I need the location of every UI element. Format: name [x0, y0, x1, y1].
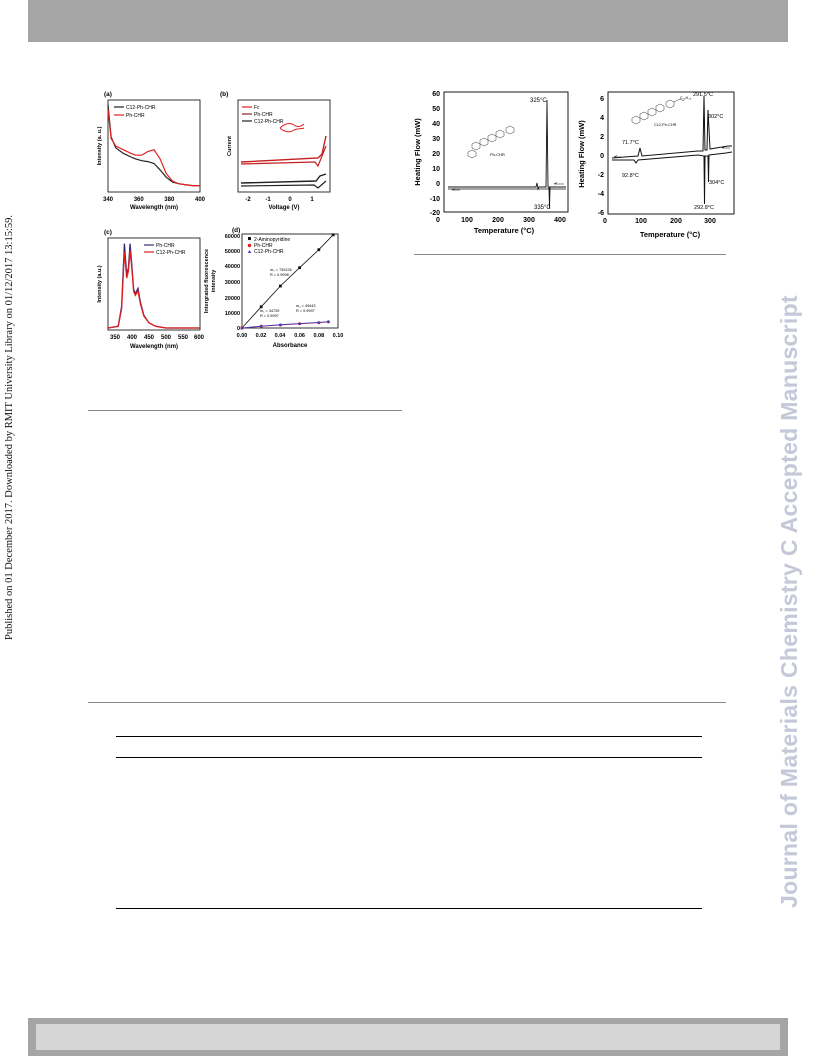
panel-b-legend-2: Ph-CHR [254, 112, 273, 118]
panel-d-point-1-3 [279, 285, 282, 288]
panel-d-ytick-3: 20000 [224, 296, 240, 302]
dsc-c12-ytick-7: -6 [597, 210, 604, 217]
panel-d-xtick-6: 0.10 [332, 333, 344, 339]
download-watermark-text: Published on 01 December 2017. Downloaded by RMIT University Library on 01/12/2017 13:15:59. [4, 214, 15, 640]
panel-b-xtick-3: 0 [288, 197, 292, 203]
dsc-c12-molecule-icon [632, 99, 684, 124]
panel-a-series [108, 105, 200, 186]
dsc-c12-ylabel: Heating Flow (mW) [577, 120, 586, 188]
panel-a-xtick-3: 380 [164, 197, 175, 203]
panel-c-legend-1: Ph-CHR [156, 243, 175, 249]
panel-b [220, 91, 330, 211]
panel-b-c12-upper [241, 174, 326, 183]
panel-c-xtick-1: 350 [109, 335, 121, 341]
panel-d-ytick-4: 30000 [224, 280, 240, 286]
panel-b-xtick-2: -1 [265, 197, 271, 203]
dsc-c12-ann-2915: 291.5°C [693, 92, 713, 98]
panel-d-tag: (d) [232, 227, 241, 234]
figure-right-caption-rule [414, 254, 726, 255]
panel-c-series [108, 244, 200, 328]
dsc-ph-molecule-label: Ph-CHR [490, 152, 505, 157]
dsc-ph-xlabel: Temperature (°C) [473, 226, 535, 235]
panel-c-xlabel: Wavelength (nm) [129, 344, 179, 350]
panel-a-series-line-2 [108, 109, 200, 185]
panel-d-xtick-5: 0.08 [313, 333, 325, 339]
panel-d-ytick-6: 50000 [224, 249, 240, 255]
panel-a-xtick-4: 400 [194, 197, 206, 203]
panel-b-xtick-1: -2 [245, 197, 251, 203]
panel-d-legend-swatch-1 [248, 237, 251, 240]
dsc-c12-ann-302: 302°C [708, 114, 724, 120]
dsc-ph-ytick-2: 50 [432, 106, 440, 113]
dsc-c12-xtick-3: 200 [670, 218, 682, 225]
panel-d-xtick-4: 0.06 [294, 333, 305, 339]
dsc-c12-ytick-3: 2 [600, 134, 604, 141]
panel-a [97, 91, 206, 211]
panel-d-point-1-6 [332, 233, 335, 236]
dsc-c12-ann-2928: 292.8°C [694, 205, 714, 211]
panel-d-ytick-7: 60000 [224, 234, 240, 240]
panel-d-legend-swatch-3 [248, 250, 251, 253]
dsc-ph-ytick-7: 0 [436, 181, 440, 188]
panel-c-legend-2: C12-Ph-CHR [156, 250, 186, 256]
journal-watermark [776, 295, 816, 918]
footer-bar [28, 1018, 788, 1056]
panel-c-xtick-4: 500 [160, 335, 172, 341]
panel-d-legend-3: C12-Ph-CHR [254, 249, 284, 255]
panel-c-tag: (c) [104, 229, 112, 236]
panel-c-xtick-3: 450 [143, 335, 155, 341]
header-bar [28, 0, 788, 42]
dsc-ph-xtick-5: 400 [554, 217, 566, 224]
dsc-c12-ytick-2: 4 [600, 115, 604, 122]
dsc-c12-ytick-4: 0 [600, 153, 604, 160]
panel-a-tag: (a) [104, 91, 112, 98]
panel-a-frame [108, 100, 200, 192]
dsc-c12-ann-717: 71.7°C [622, 140, 639, 146]
section-rule [88, 702, 726, 703]
panel-a-xtick-1: 340 [102, 197, 114, 203]
dsc-c12-ytick-1: 6 [600, 96, 604, 103]
panel-b-legend-1: Fc [254, 105, 260, 111]
panel-b-xlabel: Voltage (V) [268, 205, 300, 211]
table-header-rule [116, 757, 702, 758]
footer-bar-inner [36, 1024, 780, 1050]
panel-d-ann-c12-k: m₂ = 49443 [296, 304, 316, 308]
figure-left [90, 86, 410, 358]
panel-d-ytick-1: 0 [236, 326, 240, 332]
dsc-c12-chain: C₁₂H₂₅ [680, 96, 692, 100]
panel-d [204, 227, 343, 349]
panel-b-fc-inset-upper [280, 124, 304, 128]
dsc-c12-ytick-6: -4 [597, 191, 604, 198]
panel-c [97, 229, 205, 350]
panel-b-ph-lower [241, 146, 326, 166]
panel-b-legend-3: C12-Ph-CHR [254, 119, 284, 125]
dsc-ph-peak-top: 325°C [530, 98, 547, 104]
panel-d-point-1-4 [298, 266, 301, 269]
panel-d-fit-line-3 [242, 322, 328, 328]
panel-c-xtick-6: 600 [193, 335, 205, 341]
dsc-c12-xtick-2: 100 [635, 218, 647, 225]
panel-c-xtick-5: 550 [177, 335, 189, 341]
panel-d-ylabel-1: Intergrated fluorescence [204, 248, 210, 314]
dsc-c12-ann-304: 304°C [709, 180, 725, 186]
panel-b-tag: (b) [220, 91, 229, 98]
dsc-plot-ph [413, 91, 568, 235]
panel-d-ytick-2: 10000 [224, 311, 240, 317]
panel-d-xtick-3: 0.04 [274, 333, 286, 339]
panel-a-xlabel: Wavelength (nm) [129, 205, 179, 211]
panel-d-legend-swatch-2 [248, 244, 251, 247]
figure-right [408, 86, 740, 244]
panel-d-point-1-5 [317, 248, 320, 251]
panel-d-ann-ref-r: R = 0.9998 [270, 273, 289, 277]
dsc-ph-trace [448, 100, 566, 208]
dsc-ph-xtick-4: 300 [523, 217, 535, 224]
panel-c-xtick-2: 400 [126, 335, 138, 341]
panel-b-xtick-4: 1 [310, 197, 314, 203]
panel-d-legend-2: Ph-CHR [254, 243, 273, 249]
journal-watermark-text: Journal of Materials Chemistry C Accepted Manuscript [776, 295, 802, 908]
dsc-c12-xlabel: Temperature (°C) [639, 230, 701, 239]
panel-a-ylabel: Intensity (a. u.) [97, 126, 103, 166]
panel-d-ann-ph-k: m₁ = 34739 [260, 309, 280, 313]
panel-d-ytick-5: 40000 [224, 264, 240, 270]
panel-b-fc-inset-lower [280, 128, 304, 132]
dsc-c12-heating-trace [612, 96, 732, 158]
panel-a-legend-2: Ph-CHR [126, 113, 145, 119]
table-bottom-rule [116, 908, 702, 909]
panel-d-ann-ph-r: R = 0.9997 [260, 314, 279, 318]
panel-d-xtick-2: 0.02 [255, 333, 267, 339]
panel-d-ylabel-2: intensity [211, 269, 217, 293]
panel-a-xtick-2: 360 [133, 197, 144, 203]
panel-d-xtick-1: 0.00 [236, 333, 248, 339]
download-watermark [4, 214, 15, 650]
dsc-c12-arrow-left [614, 156, 622, 158]
dsc-plot-c12 [577, 92, 734, 239]
panel-c-ylabel: Intensity (a.u.) [97, 265, 103, 303]
panel-a-series-line-1 [108, 105, 200, 186]
dsc-c12-xtick-1: 0 [603, 218, 607, 225]
panel-d-ann-c12-r: R = 0.9997 [296, 309, 315, 313]
dsc-ph-xtick-1: 0 [436, 217, 440, 224]
dsc-ph-ytick-5: 20 [432, 151, 440, 158]
panel-d-point-1-2 [260, 305, 263, 308]
dsc-c12-ytick-5: -2 [597, 172, 604, 179]
dsc-ph-ytick-6: 10 [432, 166, 440, 173]
dsc-ph-ytick-4: 30 [432, 136, 440, 143]
panel-d-ann-ref-k: m₀ = 730226 [270, 268, 292, 272]
dsc-ph-ylabel: Heating Flow (mW) [413, 118, 422, 186]
table-top-rule [116, 736, 702, 737]
dsc-ph-xtick-3: 200 [492, 217, 504, 224]
panel-c-series-line-1 [108, 244, 200, 328]
dsc-c12-molecule-label: C12-Ph-CHR [654, 123, 677, 127]
dsc-ph-xtick-2: 100 [461, 217, 473, 224]
dsc-ph-ytick-9: -20 [429, 210, 440, 217]
dsc-ph-ytick-3: 40 [432, 121, 440, 128]
panel-d-xlabel: Absorbance [272, 343, 308, 349]
panel-b-ylabel: Current [227, 136, 233, 156]
panel-a-legend-1: C12-Ph-CHR [126, 105, 156, 111]
dsc-c12-xtick-4: 300 [704, 218, 716, 225]
panel-b-ph-upper [241, 136, 326, 162]
panel-d-legend-1: 2-Aminopyridine [254, 237, 291, 243]
dsc-ph-peak-bottom: 335°C [534, 205, 551, 211]
dsc-ph-arrow-right [554, 183, 564, 185]
figure-left-caption-rule [88, 410, 402, 411]
dsc-ph-ytick-1: 60 [432, 91, 440, 98]
dsc-ph-ytick-8: -10 [429, 196, 440, 203]
dsc-c12-ann-928: 92.8°C [622, 173, 639, 179]
